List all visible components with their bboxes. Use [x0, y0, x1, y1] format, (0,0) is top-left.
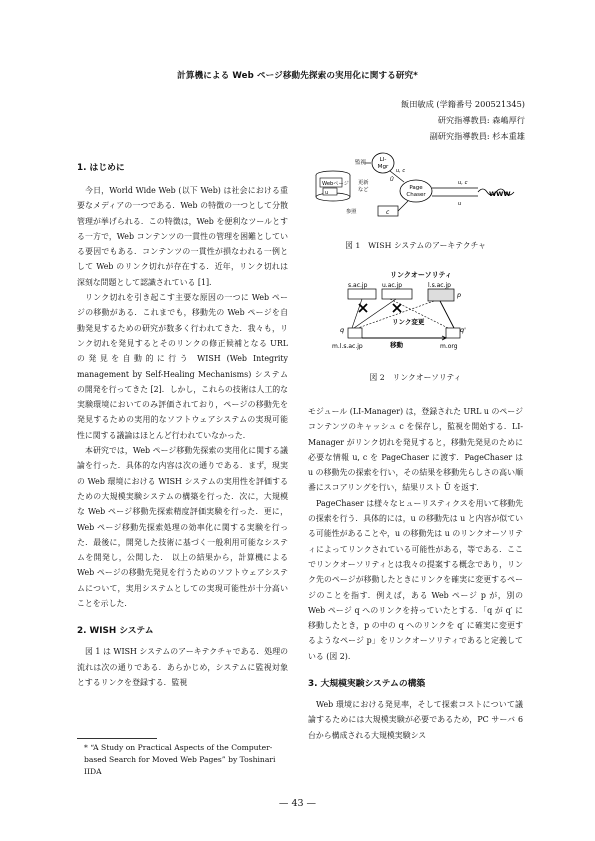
page-box	[348, 289, 376, 299]
u-small-label: u	[325, 190, 329, 196]
ubar-label: Ū	[390, 177, 394, 183]
figure-2-diagram	[330, 268, 500, 364]
li-mgr-label: LI-	[379, 157, 387, 163]
reference-label: 参照	[346, 209, 357, 215]
paper-title: 計算機による Web ページ移動先探索の実用化に関する研究*	[177, 71, 418, 81]
footnote: * “A Study on Practical Aspects of the Computer-based Search for Moved Web Pages” by Toshinari IIDA	[84, 743, 276, 776]
site-label: s.ac.jp	[348, 282, 368, 289]
author-name: 飯田敏成 (学籍番号 200521345)	[401, 99, 525, 109]
move-label: 移動	[390, 341, 403, 349]
co-supervisor: 副研究指導教員: 杉本重雄	[429, 131, 525, 141]
uc-label: u, c	[458, 180, 468, 186]
li-mgr-label: Mgr	[377, 164, 389, 170]
domain-label: m.org	[440, 343, 458, 350]
p-label: p	[457, 291, 462, 299]
paragraph: モジュール (LI-Manager) は，登録された URL u のページコンテンツのキャッシュ c を保存し，監視を開始する．LI-Manager がリンク切れを発見すると，移動先発見のために必要な情報 u, c を PageChaser に渡す．PageChaser は u の移動先の探索を行い，その結果を移動先らしさの高い順番にスコアリングを行い，結果リスト Ū を返す．	[308, 407, 523, 493]
section-heading-intro: 1. はじめに	[77, 163, 125, 173]
left-column	[77, 160, 288, 690]
pagechaser-label: Page	[409, 185, 423, 191]
change-label: リンク変更	[392, 318, 425, 326]
update-label: 更新	[358, 180, 369, 186]
footnote-rule	[77, 738, 157, 739]
supervisor: 研究指導教員: 森嶋厚行	[437, 115, 525, 125]
domain-label: m.l.s.ac.jp	[332, 343, 363, 350]
section-body-experiment	[308, 697, 523, 743]
site-label: u.ac.jp	[382, 282, 403, 289]
right-column	[308, 404, 523, 743]
broken-link-mark	[359, 304, 367, 312]
u-label: u	[458, 201, 462, 207]
figure-1-diagram	[308, 150, 523, 230]
pagechaser-label: Chaser	[406, 192, 426, 198]
cache-label: c	[386, 209, 390, 216]
paragraph: Web 環境における発見率，そして探索コストについて議論するためには大規模実験が必要であるため，PC サーバ 6 台から構成される大規模実験シス	[308, 700, 523, 740]
update-label: など	[358, 187, 369, 193]
section-heading-wish: 2. WISH システム	[77, 626, 154, 637]
paragraph: 今日，World Wide Web (以下 Web) は社会における重要なメディアの一つである．Web の特徴の一つとして分散管理が挙げられる．この特徴は，Web を便利なツールとする一方で，Web コンテンツの一貫性の管理を困難としている要因でもある．コンテンツの一貫性が損なわれる一例として Web のリンク切れが存在する．近年，リンク切れは深刻な問題として認識されている [1].	[77, 186, 288, 287]
uc-top-label: u, c	[396, 168, 406, 174]
section-heading-experiment: 3. 大規模実験システムの構築	[308, 679, 426, 690]
webpage-label: Webページ	[322, 181, 349, 187]
paragraph: 図 1 は WISH システムのアーキテクチャである．処理の流れは次の通りである．あらかじめ，システムに監視対象とするリンクを登録する．監視	[77, 647, 288, 687]
site-label: l.s.ac.jp	[428, 282, 451, 289]
q-label: q	[340, 326, 345, 334]
authority-page-box	[428, 289, 454, 301]
figure-2-caption: 図 2 リンクオーソリティ	[369, 373, 462, 382]
www-label: WWW	[489, 190, 511, 198]
section-body-intro	[77, 183, 288, 611]
page-number: — 43 —	[278, 798, 317, 809]
paragraph: PageChaser は様々なヒューリスティクスを用いて移動先の探索を行う．具体的には，u の移動先は u と内容が似ている可能性があることや，u の移動先は u のリンクオーソリティによってリンクされている可能性がある，等である．ここでリンクオーソリティとは我々の提案する概念であり，リンク先のページが移動したときにリンクを確実に変更するページのことを指す．例えば，ある Web ページ p が，別の Web ページ q へのリンクを持っていたとする．「q が q′ に移動したとき，p の中の q へのリンクを q′ に確実に変更するようなページ p」をリンクオーソリティであると定義している (図 2).	[308, 498, 523, 661]
figure-1-caption: 図 1 WISH システムのアーキテクチャ	[345, 241, 486, 250]
paragraph: 本研究では，Web ページ移動先探索の実用化に関する議論を行った．具体的な内容は次の通りである．まず，現実の Web 環境における WISH システムの実用性を評価するための大規模実験システムの構築を行った．次に，大規模な Web ページ移動先探索精度評価実験を行った．更に，Web ページ移動先探索処理の効率化に関する実験を行った．最後に，開発した技術に基づく一般利用可能なシステムを開発し，公開した． 以上の結果から，計算機による Web ページの移動先発見を行うためのソフトウェアシステムについて，実用システムとしての実現可能性が十分高いことを示した．	[77, 446, 288, 609]
page-box	[382, 289, 412, 299]
authority-label: リンクオーソリティ	[390, 271, 452, 279]
section-body-wish	[77, 644, 288, 690]
q-prime-label: q'	[460, 326, 466, 334]
li-mgr-node	[372, 153, 394, 173]
broken-link-mark	[393, 304, 401, 312]
pagechaser-node	[400, 180, 432, 202]
paragraph: リンク切れを引き起こす主要な原因の一つに Web ページの移動がある．これまでも，移動先の Web ページを自動発見するための研究が数多く行われてきた．我々も，リンク切れを発見するとそのリンクの修正候補となる URL の発見を自動的に行う WISH (Web Integrity management by Self-Healing Mechanisms) システムの開発を行ってきた [2]．しかし，これらの技術は人工的な実験環境においてのみ評価されており，ページの移動先を発見するための実用的なソフトウェアシステムの実現可能性に関する議論はほとんど行われていなかった．	[77, 293, 288, 440]
kanshi-label: 監視	[355, 160, 367, 166]
section-body-wish-continued	[308, 404, 523, 664]
